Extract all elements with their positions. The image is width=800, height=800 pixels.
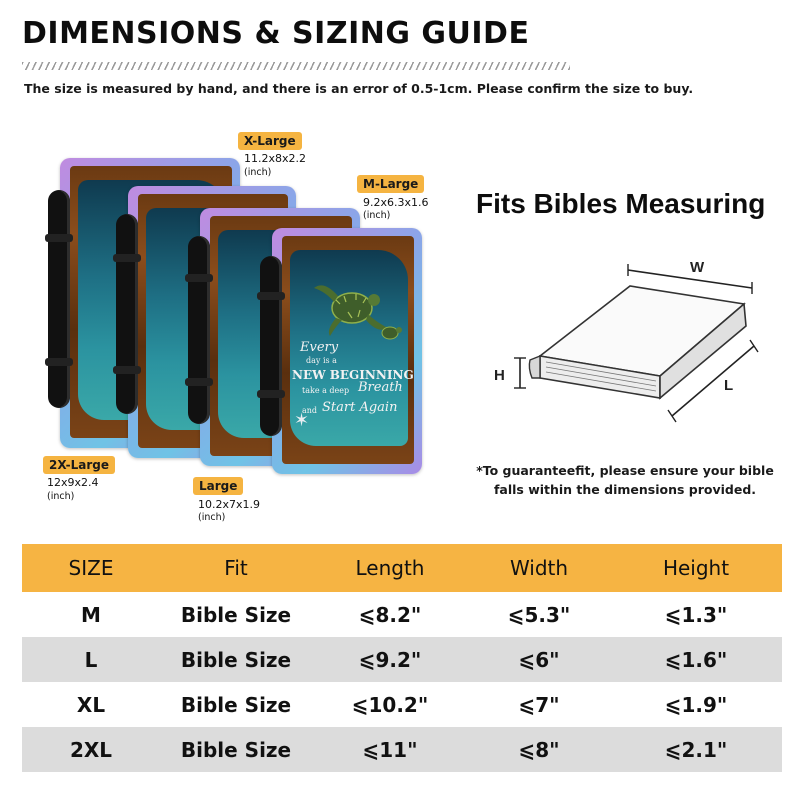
cell-width: ⩽5.3" [507, 602, 571, 627]
header-fit: Fit [224, 556, 248, 580]
height-label: H [494, 367, 505, 384]
size-tag-large: Large [193, 477, 243, 495]
cover-quote-start-again: Start Again [322, 400, 398, 415]
size-unit-xlarge: (inch) [244, 167, 272, 178]
baby-turtle-icon [376, 320, 406, 346]
size-unit-2xlarge: (inch) [47, 491, 75, 502]
cover-2xlarge-handle [48, 190, 70, 408]
cell-length: ⩽10.2" [351, 692, 429, 717]
cover-quote-take: take a deep [302, 386, 350, 395]
cell-height: ⩽1.9" [664, 692, 728, 717]
book-dimensions-diagram [484, 248, 774, 428]
title-underline-divider [22, 62, 570, 70]
cover-mlarge [272, 228, 422, 474]
size-tag-mlarge: M-Large [357, 175, 424, 193]
measurement-disclaimer: The size is measured by hand, and there is an error of 0.5-1cm. Please confirm the size to buy. [24, 81, 694, 96]
starfish-icon: ✶ [294, 410, 310, 431]
cell-size: M [81, 602, 101, 627]
cell-fit: Bible Size [180, 647, 292, 672]
cell-size: L [84, 647, 98, 672]
table-row [22, 727, 782, 772]
size-table [22, 544, 782, 772]
size-tag-xlarge: X-Large [238, 132, 302, 150]
length-label: L [724, 377, 734, 394]
header-height: Height [662, 556, 730, 580]
cell-length: ⩽8.2" [358, 602, 422, 627]
table-header-row [22, 544, 782, 592]
size-dims-2xlarge: 12x9x2.4 [47, 476, 99, 489]
cell-height: ⩽2.1" [664, 737, 728, 762]
page-title: DIMENSIONS & SIZING GUIDE [22, 16, 530, 51]
width-label: W [690, 259, 705, 276]
cell-length: ⩽11" [362, 737, 418, 762]
cell-fit: Bible Size [180, 602, 292, 627]
size-unit-mlarge: (inch) [363, 210, 391, 221]
cell-fit: Bible Size [180, 737, 292, 762]
cover-quote-day: day is a [306, 356, 337, 365]
cover-quote-and: and [302, 406, 318, 415]
cover-quote-breath: Breath [358, 380, 403, 395]
cell-width: ⩽6" [518, 647, 560, 672]
cover-quote-every: Every [300, 340, 339, 355]
cover-xlarge-handle [116, 214, 138, 414]
table-row [22, 637, 782, 682]
cell-height: ⩽1.6" [664, 647, 728, 672]
table-row [22, 592, 782, 637]
cover-quote-new-beginning: NEW BEGINNING [292, 368, 414, 382]
cell-width: ⩽7" [518, 692, 560, 717]
cell-length: ⩽9.2" [358, 647, 422, 672]
fits-bibles-heading: Fits Bibles Measuring [476, 188, 766, 219]
header-length: Length [355, 556, 425, 580]
cell-size: XL [76, 692, 106, 717]
size-dims-xlarge: 11.2x8x2.2 [244, 152, 307, 165]
size-unit-large: (inch) [198, 512, 226, 523]
cell-fit: Bible Size [180, 692, 292, 717]
size-tag-2xlarge: 2X-Large [43, 456, 115, 474]
cover-large-handle [188, 236, 210, 424]
cell-size: 2XL [69, 737, 113, 762]
cell-height: ⩽1.3" [664, 602, 728, 627]
header-size: SIZE [68, 556, 114, 580]
table-row [22, 682, 782, 727]
fit-guarantee-note: *To guaranteefit, please ensure your bible falls within the dimensions provided. [476, 463, 774, 497]
cover-mlarge-handle [260, 256, 282, 436]
header-width: Width [509, 556, 569, 580]
size-dims-mlarge: 9.2x6.3x1.6 [363, 196, 429, 209]
size-dims-large: 10.2x7x1.9 [198, 498, 261, 511]
cell-width: ⩽8" [518, 737, 560, 762]
